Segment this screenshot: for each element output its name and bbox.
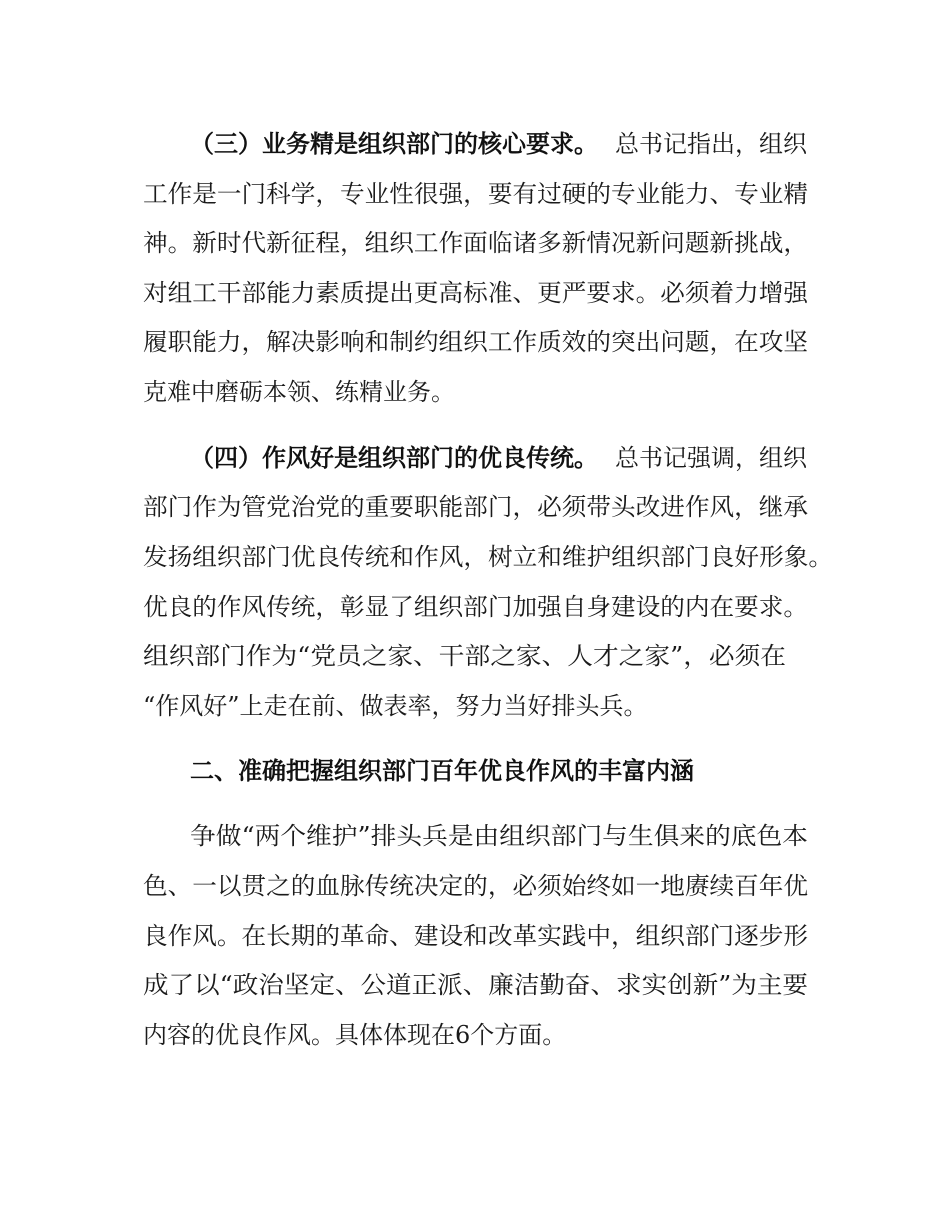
paragraph-3-line-1-text: 争做“两个维护”排头兵是由组织部门与生俱来的底色本 [190, 822, 808, 850]
paragraph-2-line-3-text: 发扬组织部门优良传统和作风，树立和维护组织部门良好形象。 [143, 543, 833, 571]
paragraph-1-line-6-text: 克难中磨砺本领、练精业务。 [143, 378, 455, 406]
paragraph-1-lead: （三）业务精是组织部门的核心要求。 [190, 130, 598, 158]
paragraph-1-line-5-text: 履职能力，解决影响和制约组织工作质效的突出问题，在攻坚 [143, 328, 809, 356]
paragraph-2-line-3 [0, 537, 950, 577]
section-heading-text: 二、准确把握组织部门百年优良作风的丰富内涵 [190, 757, 694, 785]
paragraph-1-line-2 [0, 174, 950, 214]
paragraph-3-line-4 [0, 965, 950, 1005]
paragraph-2-line-2 [0, 487, 950, 527]
paragraph-3-line-5 [0, 1015, 950, 1055]
paragraph-3-line-1 [0, 816, 950, 856]
paragraph-2-line-6 [0, 686, 950, 726]
paragraph-1-line-6 [0, 372, 950, 412]
paragraph-1-line-1 [0, 124, 950, 164]
paragraph-3-line-4-text: 成了以“政治坚定、公道正派、廉洁勤奋、求实创新”为主要 [143, 971, 809, 999]
paragraph-2-line-1 [0, 438, 950, 478]
paragraph-2-line-5-text: 组织部门作为“党员之家、干部之家、人才之家”，必须在 [143, 642, 786, 670]
paragraph-3-line-3-text: 良作风。在长期的革命、建设和改革实践中，组织部门逐步形 [143, 922, 809, 950]
paragraph-1-line-3 [0, 223, 950, 263]
paragraph-2-line-4 [0, 587, 950, 627]
paragraph-2-lead: （四）作风好是组织部门的优良传统。 [190, 444, 598, 472]
paragraph-2-line-5 [0, 636, 950, 676]
paragraph-2-line-4-text: 优良的作风传统，彰显了组织部门加强自身建设的内在要求。 [143, 593, 809, 621]
paragraph-1-line-3-text: 神。新时代新征程，组织工作面临诸多新情况新问题新挑战， [143, 229, 809, 257]
paragraph-3-line-2 [0, 866, 950, 906]
section-heading [0, 751, 950, 791]
paragraph-3-line-5-text: 内容的优良作风。具体体现在6个方面。 [143, 1021, 567, 1049]
paragraph-1-line-1-text: 总书记指出，组织 [615, 130, 807, 158]
paragraph-2-line-2-text: 部门作为管党治党的重要职能部门，必须带头改进作风，继承 [143, 493, 809, 521]
paragraph-2-line-1-text: 总书记强调，组织 [615, 444, 807, 472]
paragraph-1-line-4 [0, 273, 950, 313]
paragraph-1-line-5 [0, 322, 950, 362]
paragraph-1-line-2-text: 工作是一门科学，专业性很强，要有过硬的专业能力、专业精 [143, 180, 809, 208]
paragraph-3-line-3 [0, 916, 950, 956]
paragraph-2-line-6-text: “作风好”上走在前、做表率，努力当好排头兵。 [143, 692, 648, 720]
paragraph-1-line-4-text: 对组工干部能力素质提出更高标准、更严要求。必须着力增强 [143, 279, 809, 307]
paragraph-3-line-2-text: 色、一以贯之的血脉传统决定的，必须始终如一地赓续百年优 [143, 872, 809, 900]
